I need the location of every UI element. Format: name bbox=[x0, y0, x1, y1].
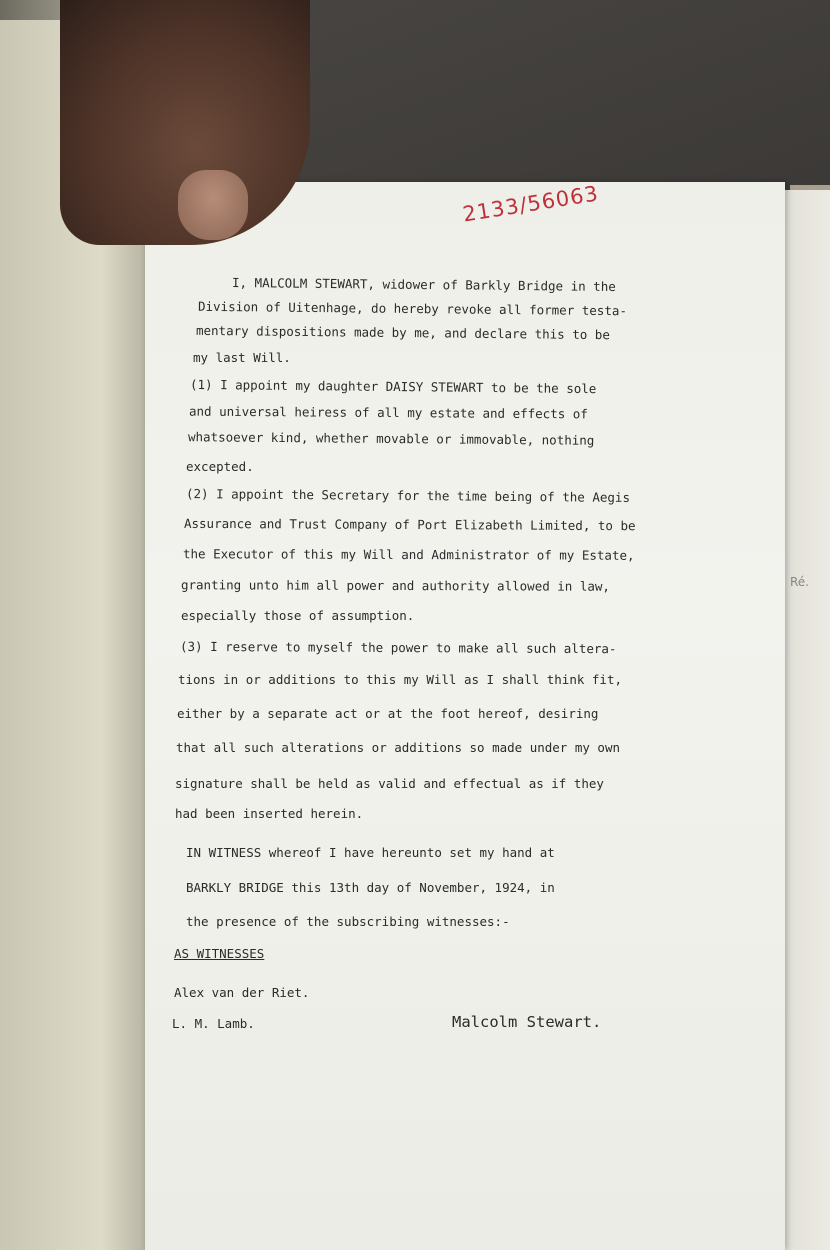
will-line: I, MALCOLM STEWART, widower of Barkly Bridge in the bbox=[231, 274, 616, 295]
will-line: my last Will. bbox=[193, 350, 291, 365]
will-line: excepted. bbox=[186, 459, 254, 474]
witnesses-heading: AS WITNESSES bbox=[174, 946, 265, 961]
thumb-nail bbox=[178, 170, 248, 240]
will-line: (2) I appoint the Secretary for the time being of the Aegis bbox=[185, 486, 631, 505]
will-line: and universal heiress of all my estate and effects of bbox=[188, 403, 588, 422]
will-line: (3) I reserve to myself the power to make all such altera- bbox=[179, 638, 617, 657]
will-line: mentary dispositions made by me, and declare this to be bbox=[195, 322, 610, 343]
will-line: IN WITNESS whereof I have hereunto set my hand at bbox=[186, 845, 555, 860]
will-line: granting unto him all power and authority allowed in law, bbox=[180, 577, 610, 594]
witness-signature-2: L. M. Lamb. bbox=[172, 1016, 255, 1031]
will-line: Division of Uitenhage, do hereby revoke all former testa- bbox=[197, 298, 628, 319]
will-line: especially those of assumption. bbox=[181, 608, 415, 623]
will-line: that all such alterations or additions so made under my own bbox=[176, 740, 621, 755]
will-line: (1) I appoint my daughter DAISY STEWART to be the sole bbox=[189, 376, 597, 397]
will-line: tions in or additions to this my Will as I shall think fit, bbox=[178, 672, 623, 687]
will-line: Assurance and Trust Company of Port Elizabeth Limited, to be bbox=[183, 515, 636, 534]
will-line: either by a separate act or at the foot hereof, desiring bbox=[177, 706, 599, 721]
will-line: the Executor of this my Will and Administrator of my Estate, bbox=[182, 546, 635, 563]
will-line: whatsoever kind, whether movable or immovable, nothing bbox=[187, 429, 595, 448]
margin-mark: Ré. bbox=[790, 575, 809, 589]
reference-number: 2133/56063 bbox=[460, 181, 601, 227]
witness-signature-1: Alex van der Riet. bbox=[174, 985, 310, 1000]
testator-signature: Malcolm Stewart. bbox=[452, 1013, 602, 1031]
will-line: the presence of the subscribing witnesses:- bbox=[186, 914, 510, 929]
will-line: signature shall be held as valid and effectual as if they bbox=[175, 776, 604, 791]
will-line: had been inserted herein. bbox=[175, 806, 364, 821]
will-line: BARKLY BRIDGE this 13th day of November, 1924, in bbox=[186, 880, 555, 895]
